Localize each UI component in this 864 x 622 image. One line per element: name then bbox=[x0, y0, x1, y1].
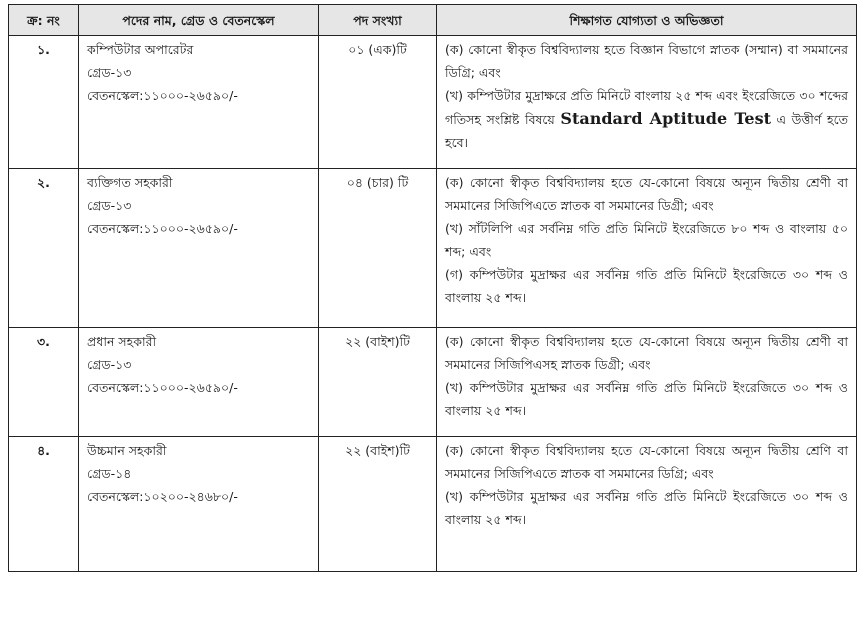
qualification-item: (ক) কোনো স্বীকৃত বিশ্ববিদ্যালয় হতে যে-কোনো বিষয়ে অন্যূন দ্বিতীয় শ্রেণী বা সমমানের সিজিপিএতে স্নাতক বা সমমানের ডিগ্রী; এবং bbox=[445, 175, 848, 213]
post-grade: গ্রেড-১৩ bbox=[87, 65, 132, 80]
header-row bbox=[9, 5, 857, 36]
post-count: ০১ (এক)টি bbox=[319, 36, 437, 169]
qualification-text: (খ) কম্পিউটার মুদ্রাক্ষরে প্রতি মিনিটে বাংলায় ২৫ শব্দ এবং ইংরেজিতে ৩০ শব্দের গতিসহ সংশ্লিষ্ট বিষয়ে bbox=[445, 88, 848, 127]
posts-table bbox=[8, 4, 857, 572]
serial-number: ২. bbox=[9, 169, 79, 328]
aptitude-test-suffix: এ উত্তীর্ণ হতে হবে। bbox=[445, 112, 848, 150]
post-pay-scale: বেতনস্কেল:১১০০০-২৬৫৯০/- bbox=[87, 221, 238, 236]
post-info bbox=[79, 169, 319, 328]
qualification-item: (খ) সাঁটলিপি এর সর্বনিম্ন গতি প্রতি মিনিটে ইংরেজিতে ৮০ শব্দ ও বাংলায় ৫০ শব্দ; এবং bbox=[445, 221, 848, 259]
qualification-item bbox=[445, 84, 848, 154]
qualification-item: (গ) কম্পিউটার মুদ্রাক্ষর এর সর্বনিম্ন গতি প্রতি মিনিটে ইংরেজিতে ৩০ শব্দ ও বাংলায় ২৫ শব্দ। bbox=[445, 267, 848, 305]
table-row bbox=[9, 169, 857, 328]
post-count: ০৪ (চার) টি bbox=[319, 169, 437, 328]
qualification-item: (খ) কম্পিউটার মুদ্রাক্ষর এর সর্বনিম্ন গতি প্রতি মিনিটে ইংরেজিতে ৩০ শব্দ ও বাংলায় ২৫ শব্দ। bbox=[445, 489, 848, 527]
header-serial: ক্র: নং bbox=[9, 5, 79, 36]
qualification-item: (ক) কোনো স্বীকৃত বিশ্ববিদ্যালয় হতে যে-কোনো বিষয়ে অন্যূন দ্বিতীয় শ্রেণি বা সমমানের সিজিপিএতে স্নাতক বা সমমানের ডিগ্রি; এবং bbox=[445, 443, 848, 481]
qualifications bbox=[437, 328, 857, 437]
serial-number: ১. bbox=[9, 36, 79, 169]
qualification-item: (ক) কোনো স্বীকৃত বিশ্ববিদ্যালয় হতে বিজ্ঞান বিভাগে স্নাতক (সম্মান) বা সমমানের ডিগ্রি; এবং bbox=[445, 42, 848, 80]
post-pay-scale: বেতনস্কেল:১১০০০-২৬৫৯০/- bbox=[87, 380, 238, 395]
post-name: প্রধান সহকারী bbox=[87, 334, 157, 349]
serial-number: ৪. bbox=[9, 437, 79, 572]
post-grade: গ্রেড-১৩ bbox=[87, 198, 132, 213]
post-grade: গ্রেড-১৩ bbox=[87, 357, 132, 372]
post-name: কম্পিউটার অপারেটর bbox=[87, 42, 194, 57]
post-info bbox=[79, 36, 319, 169]
aptitude-test-name: Standard Aptitude Test bbox=[560, 109, 771, 128]
header-count: পদ সংখ্যা bbox=[319, 5, 437, 36]
post-grade: গ্রেড-১৪ bbox=[87, 466, 132, 481]
table-row bbox=[9, 36, 857, 169]
post-count: ২২ (বাইশ)টি bbox=[319, 437, 437, 572]
qualifications bbox=[437, 36, 857, 169]
post-name: ব্যক্তিগত সহকারী bbox=[87, 175, 173, 190]
post-info bbox=[79, 437, 319, 572]
serial-number: ৩. bbox=[9, 328, 79, 437]
post-pay-scale: বেতনস্কেল:১০২০০-২৪৬৮০/- bbox=[87, 489, 238, 504]
qualifications bbox=[437, 437, 857, 572]
qualification-item: (খ) কম্পিউটার মুদ্রাক্ষর এর সর্বনিম্ন গতি প্রতি মিনিটে ইংরেজিতে ৩০ শব্দ ও বাংলায় ২৫ শব্দ। bbox=[445, 380, 848, 418]
qualifications bbox=[437, 169, 857, 328]
post-name: উচ্চমান সহকারী bbox=[87, 443, 167, 458]
post-pay-scale: বেতনস্কেল:১১০০০-২৬৫৯০/- bbox=[87, 88, 238, 103]
post-count: ২২ (বাইশ)টি bbox=[319, 328, 437, 437]
post-info bbox=[79, 328, 319, 437]
header-qualification: শিক্ষাগত যোগ্যতা ও অভিজ্ঞতা bbox=[437, 5, 857, 36]
table-row bbox=[9, 328, 857, 437]
table-row bbox=[9, 437, 857, 572]
qualification-item: (ক) কোনো স্বীকৃত বিশ্ববিদ্যালয় হতে যে-কোনো বিষয়ে অন্যূন দ্বিতীয় শ্রেণী বা সমমানের সিজিপিএসহ স্নাতক ডিগ্রী; এবং bbox=[445, 334, 848, 372]
header-post: পদের নাম, গ্রেড ও বেতনস্কেল bbox=[79, 5, 319, 36]
